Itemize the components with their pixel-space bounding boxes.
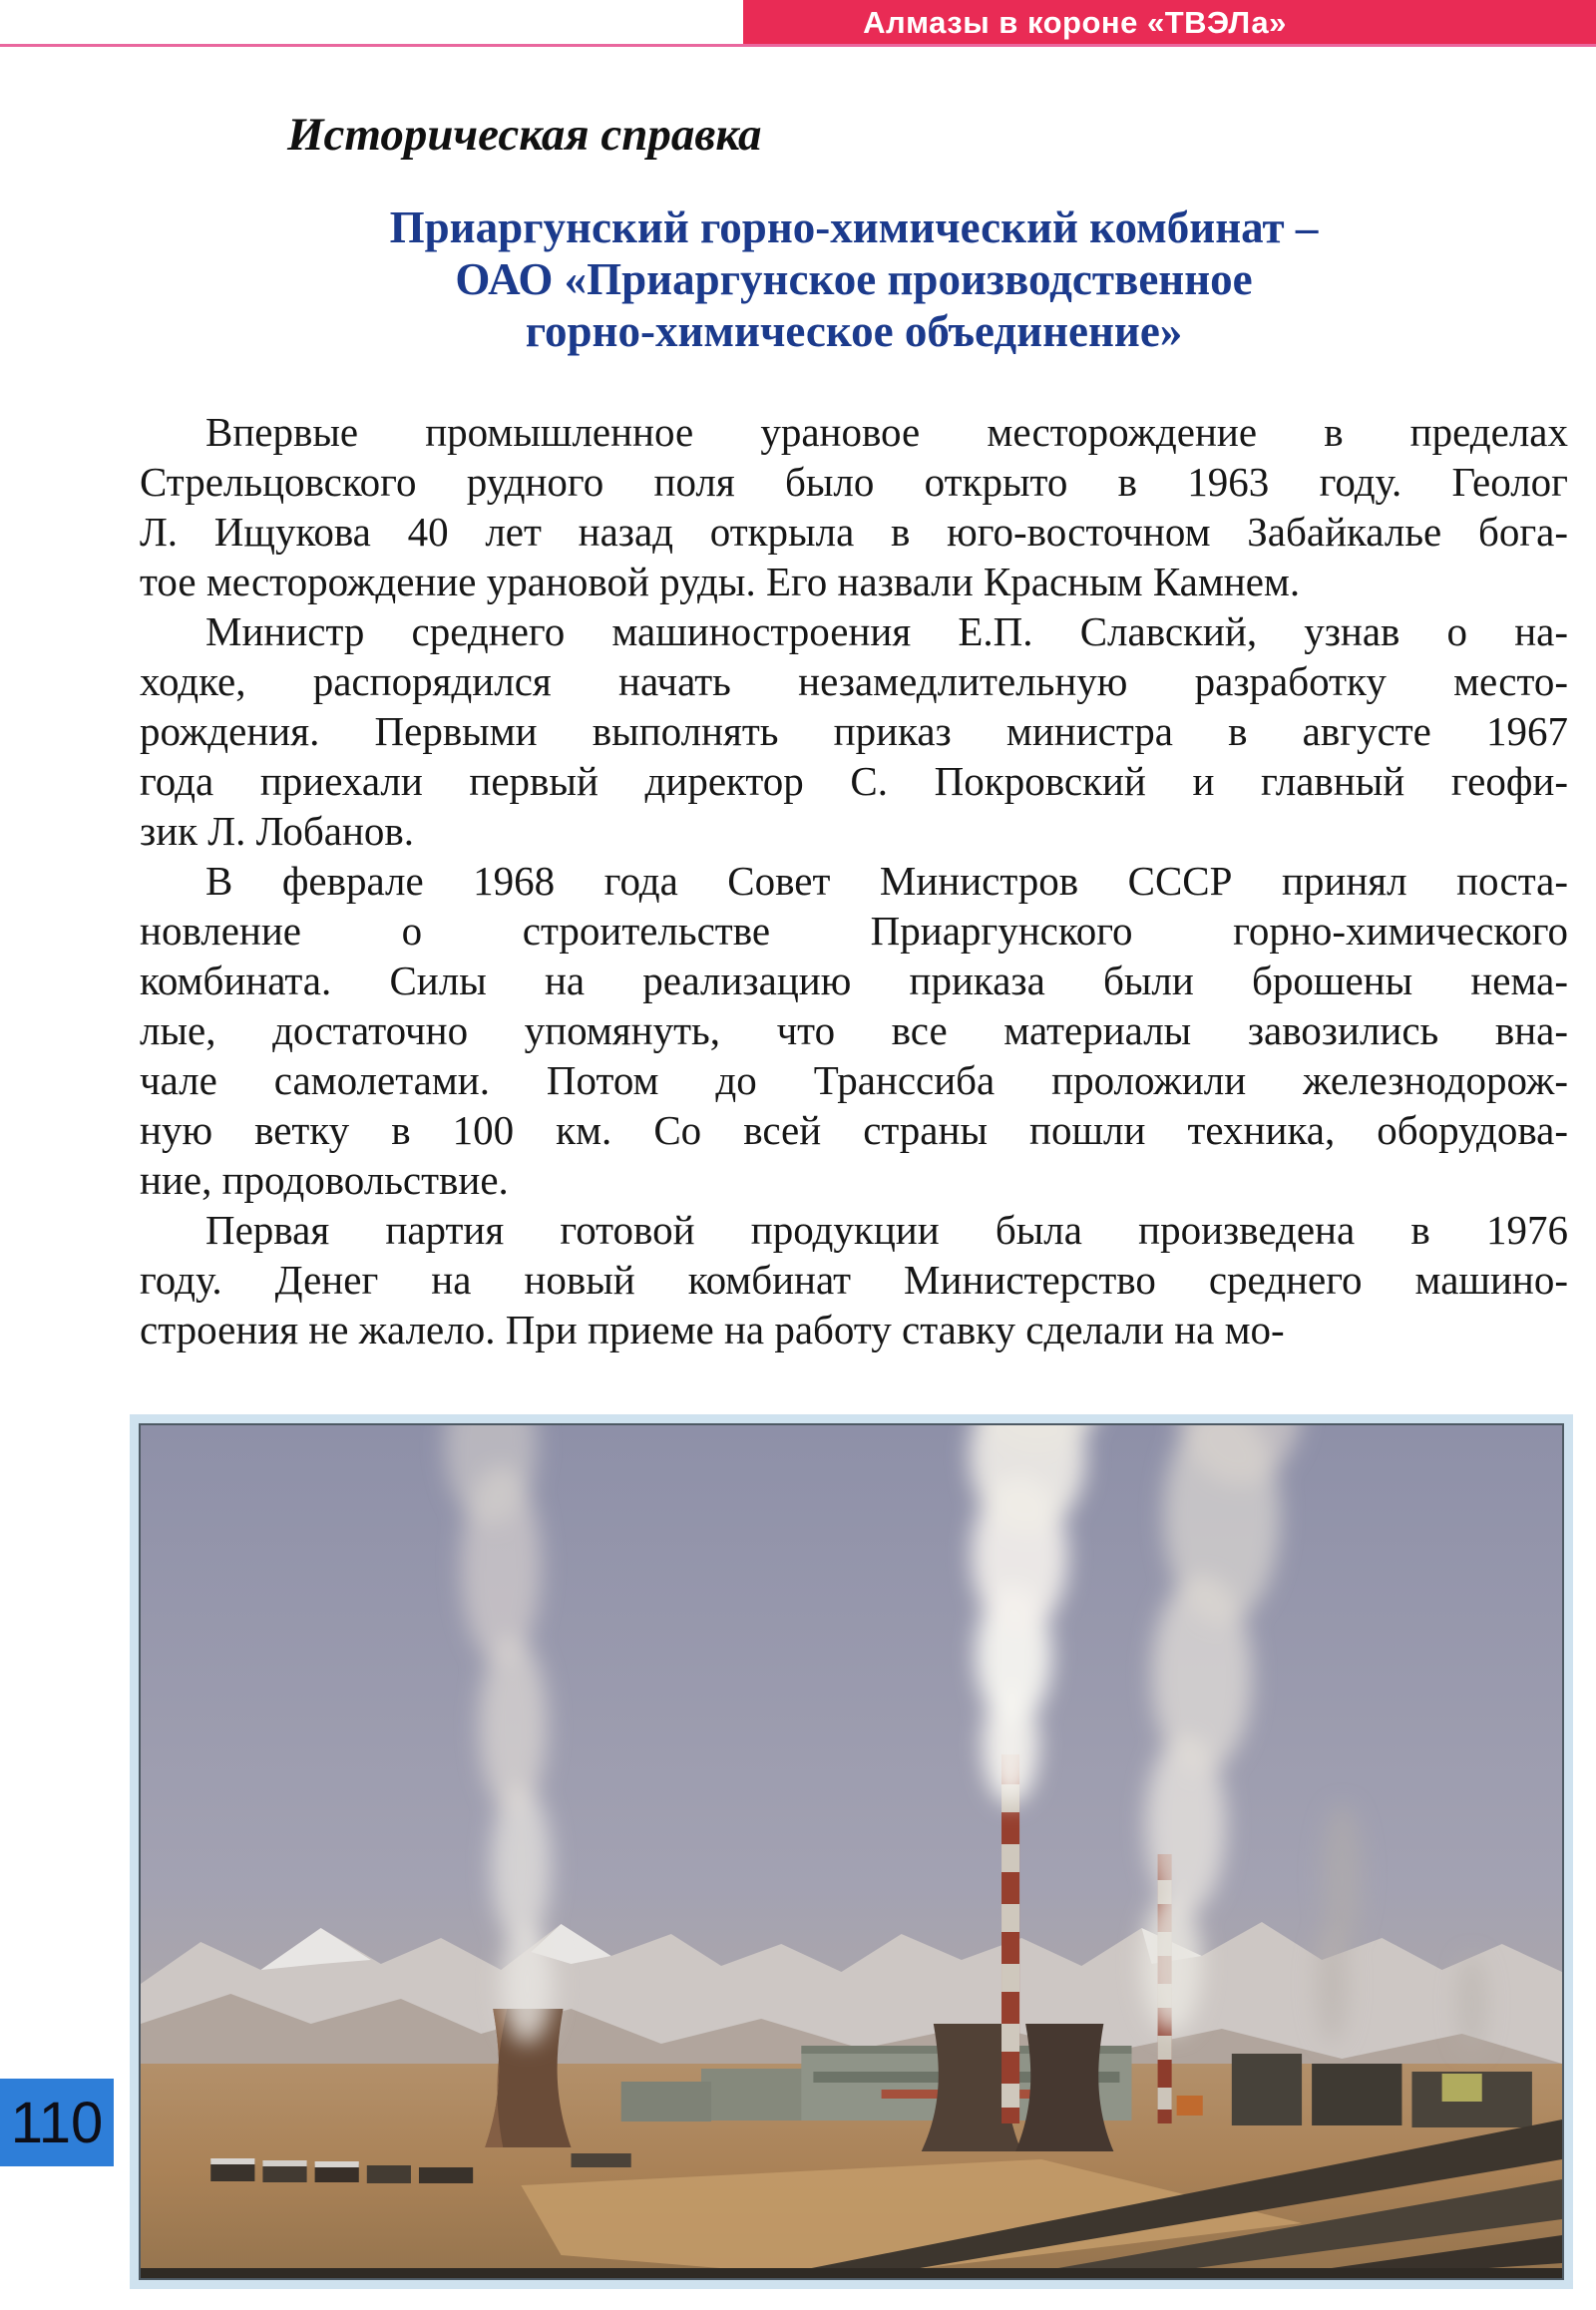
chapter-banner [743,0,1596,45]
body-line: В феврале 1968 года Совет Министров СССР принял поста- [205,858,1568,904]
striped-chimney-main [1001,1754,1019,2123]
chapter-banner-label: Алмазы в короне «ТВЭЛа» [863,4,1287,40]
body-line: Л. Ищукова 40 лет назад открыла в юго-восточном Забайкалье бога- [140,509,1568,555]
body-line: комбината. Силы на реализацию приказа были брошены нема- [140,958,1568,1003]
body-line: года приехали первый директор С. Покровский и главный геофи- [140,758,1568,804]
body-line: Впервые промышленное урановое месторождение в пределах [205,409,1568,455]
article-title-line-2: ОАО «Приаргунское производственное [455,254,1253,304]
body-line: Стрельцовского рудного поля было открыто в 1963 году. Геолог [140,459,1568,505]
paragraph [140,407,1568,606]
body-line: новление о строительстве Приаргунского горно-химического [140,908,1568,954]
body-line: чале самолетами. Потом до Транссиба проложили железнодорож- [140,1057,1568,1103]
body-line: ную ветку в 100 км. Со всей страны пошли техника, оборудова- [140,1107,1568,1153]
article-title-line-1: Приаргунский горно-химический комбинат – [389,202,1319,252]
body-line: тое месторождение урановой руды. Его назвали Красным Камнем. [140,559,1301,604]
article-title-line-3: горно-химическое объединение» [525,306,1183,356]
article-title [140,201,1568,357]
body-line: лые, достаточно упомянуть, что все материалы завозились вна- [140,1007,1568,1053]
paragraph [140,606,1568,856]
page-number: 110 [10,2090,104,2155]
paragraph [140,1205,1568,1354]
body-line: Министр среднего машиностроения Е.П. Славский, узнав о на- [205,608,1568,654]
section-kicker: Историческая справка [287,109,762,161]
body-line: ние, продовольствие. [140,1157,509,1203]
plant-photo-illustration [141,1425,1562,2278]
body-line: строения не жалело. При приеме на работу ставку сделали на мо- [140,1307,1285,1352]
paragraph [140,856,1568,1205]
header-rule [0,44,1596,47]
body-line: Первая партия готовой продукции была произведена в 1976 [205,1207,1568,1253]
body-text [140,407,1568,1354]
body-line: ходке, распорядился начать незамедлительную разработку место- [140,658,1568,704]
body-line: зик Л. Лобанов. [140,808,415,854]
body-line: году. Денег на новый комбинат Министерство среднего машино- [140,1257,1568,1303]
photo-frame [130,1414,1573,2289]
page-number-box [0,2079,114,2166]
plant-photo [139,1423,1564,2280]
body-line: рождения. Первыми выполнять приказ министра в августе 1967 [140,708,1568,754]
